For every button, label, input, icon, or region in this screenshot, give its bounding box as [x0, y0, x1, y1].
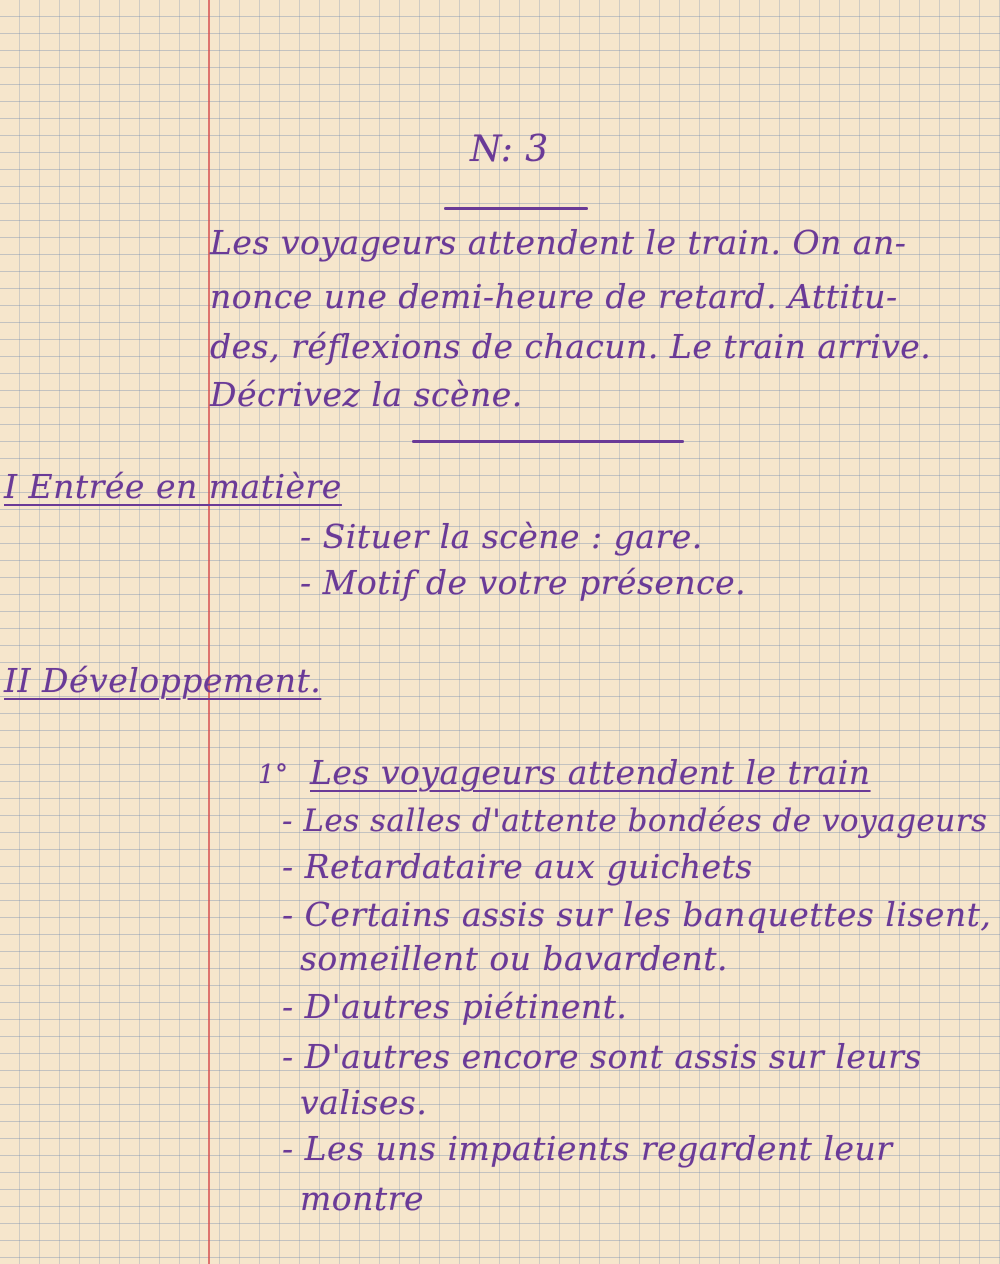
section-1-item: - Situer la scène : gare. [300, 517, 703, 556]
red-margin-line [208, 0, 210, 1264]
section-1-heading: I Entrée en matière [4, 467, 342, 506]
section-1-item: - Motif de votre présence. [300, 563, 747, 602]
development-item: - Les uns impatients regardent leur [282, 1129, 893, 1168]
sub-number: 1° [258, 760, 289, 790]
sub-heading: Les voyageurs attendent le train [310, 753, 871, 792]
prompt-line-1: Les voyageurs attendent le train. On an- [210, 223, 907, 262]
divider-rule [412, 440, 684, 443]
development-item-continuation: valises. [300, 1083, 428, 1122]
development-item: - Retardataire aux guichets [282, 847, 753, 886]
prompt-line-3: des, réflexions de chacun. Le train arrive. [210, 327, 932, 366]
page-title: N: 3 [470, 129, 549, 170]
prompt-line-4: Décrivez la scène. [210, 375, 523, 414]
development-item: - Certains assis sur les banquettes lisent, [282, 895, 992, 934]
development-item: - D'autres piétinent. [282, 987, 628, 1026]
development-item: - Les salles d'attente bondées de voyageurs [282, 803, 988, 839]
title-rule [444, 207, 588, 210]
development-item-continuation: montre [300, 1179, 424, 1218]
development-item-continuation: someillent ou bavardent. [300, 939, 728, 978]
prompt-line-2: nonce une demi-heure de retard. Attitu- [210, 277, 898, 316]
section-2-heading: II Développement. [4, 661, 322, 700]
development-item: - D'autres encore sont assis sur leurs [282, 1037, 922, 1076]
